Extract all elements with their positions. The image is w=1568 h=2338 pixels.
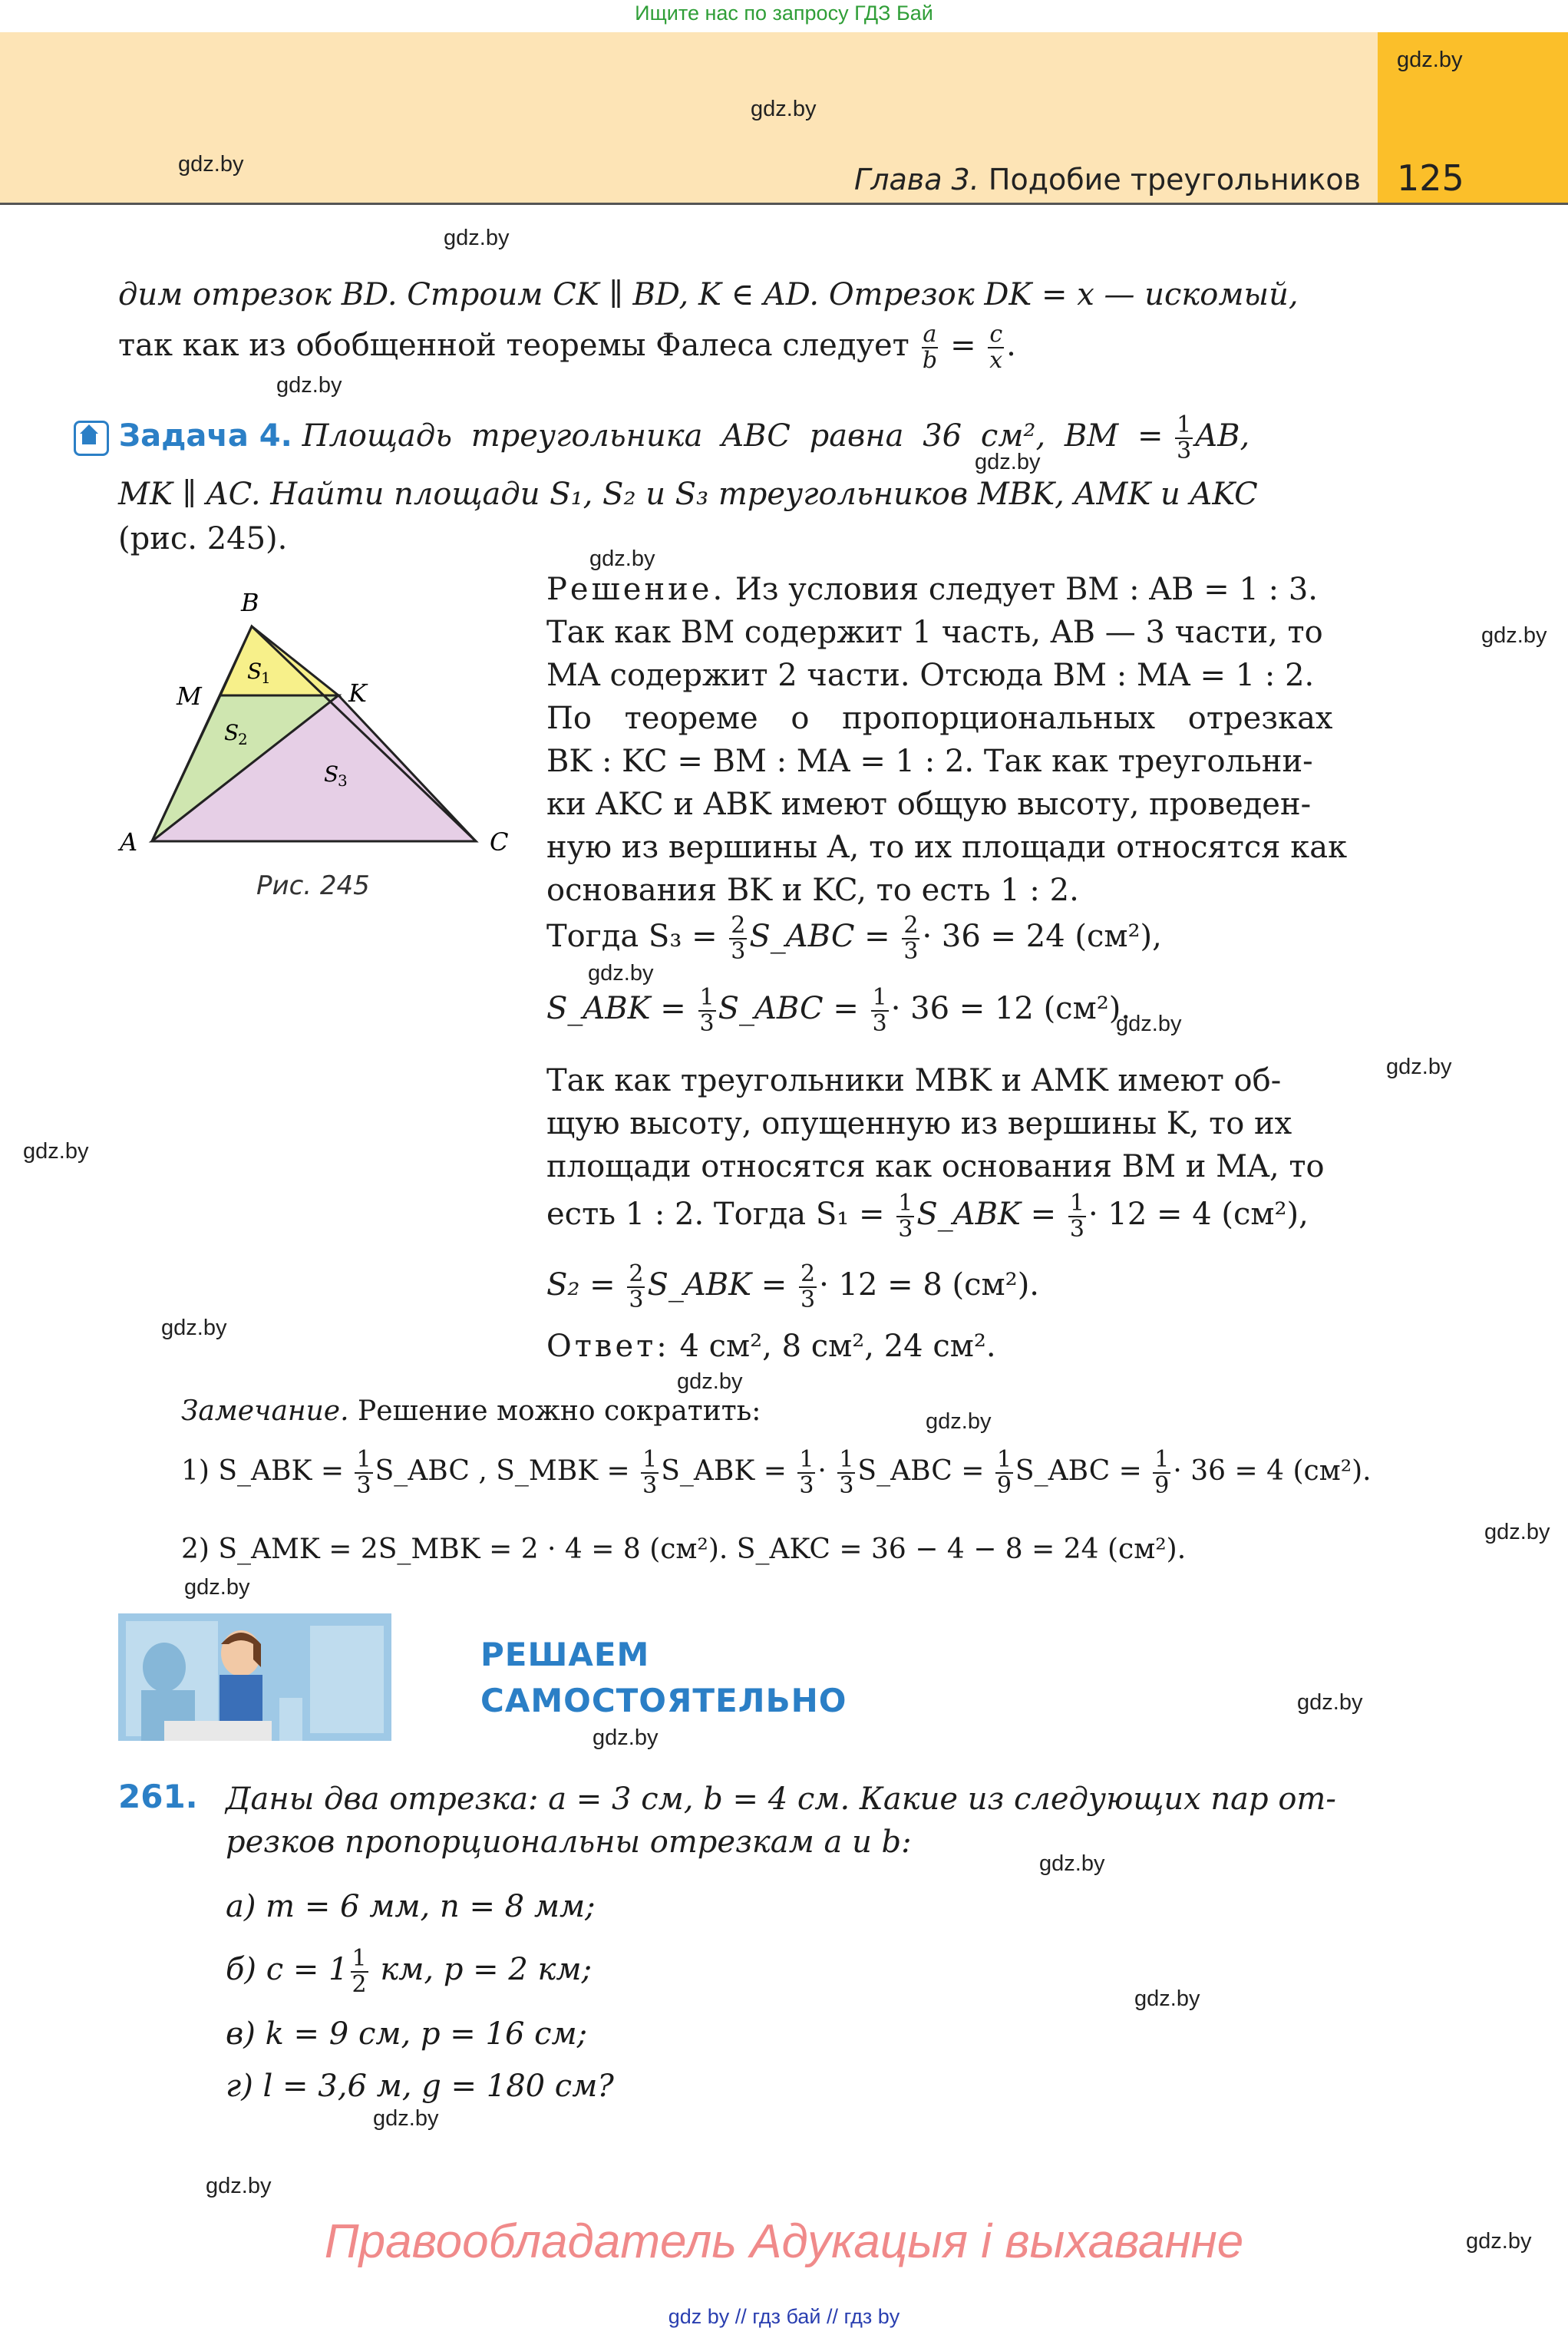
label-c: C (490, 827, 509, 857)
label-s1-sub: 1 (261, 669, 271, 687)
solution-line: Так как BM содержит 1 часть, AB — 3 части, то (546, 615, 1323, 650)
intro-line-1: дим отрезок BD. Строим CK ∥ BD, K ∈ AD. Отрезок DK = x — искомый, (118, 277, 1299, 312)
solution-paragraph-2: Так как треугольники MBK и AMK имеют об- щую высоту, опущенную из вершины K, то их площади относятся как основания BM и MA, то (546, 1063, 1325, 1184)
watermark: gdz.by (1386, 1055, 1452, 1079)
remark-heading: Замечание. Решение можно сократить: (181, 1395, 761, 1427)
watermark: gdz.by (206, 2174, 272, 2198)
header-divider (0, 203, 1568, 205)
fraction: $\frac{1}{3}$ (1177, 411, 1192, 464)
label-a: A (120, 827, 138, 857)
remark-line-1: 1) S_ABK = $\frac{1}{3}$ S_ABC , S_MBK = $\frac{1}{3}$ S_ABK = $\frac{1}{3}$ · $\frac{1}{3}$ S_ABC = $\frac{1}{9}$ S_ABC = $\frac{1}{9}$ · 36 = 4 (см²). (181, 1446, 1372, 1499)
watermark: gdz.by (184, 1575, 250, 1600)
label-b: B (241, 588, 259, 617)
solution-line: ную из вершины A, то их площади относятся как (546, 830, 1348, 865)
watermark: gdz.by (1116, 1012, 1182, 1036)
watermark: gdz.by (751, 97, 817, 121)
watermark: gdz.by (1484, 1520, 1550, 1544)
fraction: $\frac{c}{x}$ (989, 321, 1003, 374)
solution-then-2: S_ABK = $\frac{1}{3}$ S_ABC = $\frac{1}{3}$ · 36 = 12 (см²). (546, 984, 1131, 1037)
watermark: gdz.by (1397, 48, 1463, 72)
watermark: gdz.by (1466, 2229, 1532, 2254)
task-4-line-3: (рис. 245). (118, 521, 288, 556)
watermark: gdz.by (589, 547, 655, 571)
watermark: gdz.by (1297, 1690, 1363, 1715)
watermark: gdz.by (975, 450, 1041, 474)
exercise-item-a: а) m = 6 мм, n = 8 мм; (226, 1889, 596, 1924)
watermark: gdz.by (593, 1725, 659, 1750)
label-m: M (177, 682, 202, 711)
solution-s2: S₂ = $\frac{2}{3}$ S_ABK = $\frac{2}{3}$ · 12 = 8 (см²). (546, 1260, 1040, 1313)
fraction: $\frac{a}{b}$ (922, 321, 938, 374)
watermark: gdz.by (1134, 1986, 1200, 2011)
house-icon (74, 421, 109, 456)
copyright-notice: Правообладатель Адукацыя і выхаванне (324, 2215, 1244, 2268)
student-illustration (118, 1613, 391, 1741)
task-4-line-2: MK ∥ AC. Найти площади S₁, S₂ и S₃ треугольников MBK, AMK и AKC (118, 477, 1258, 512)
watermark: gdz.by (161, 1316, 227, 1340)
solution-line: основания BK и KC, то есть 1 : 2. (546, 873, 1079, 908)
section-title: РЕШАЕМ САМОСТОЯТЕЛЬНО (480, 1636, 847, 1719)
watermark: gdz.by (1039, 1851, 1105, 1876)
exercise-item-b: б) c = 1 $\frac{1}{2}$ км, p = 2 км; (226, 1945, 593, 1998)
remark-line-2: 2) S_AMK = 2S_MBK = 2 · 4 = 8 (см²). S_AKC = 36 − 4 − 8 = 24 (см²). (181, 1534, 1187, 1565)
label-s2: S (224, 720, 239, 745)
solution-line: По теореме о пропорциональных отрезках (546, 701, 1333, 736)
watermark: gdz.by (276, 373, 342, 398)
figure-caption: Рис. 245 (256, 870, 370, 901)
chapter-title: Глава 3. Подобие треугольников (854, 163, 1361, 196)
page-number: 125 (1397, 157, 1464, 199)
task-label: Задача 4. (118, 418, 292, 454)
solution-s1: есть 1 : 2. Тогда S₁ = $\frac{1}{3}$ S_ABK = $\frac{1}{3}$ · 12 = 4 (см²), (546, 1190, 1309, 1243)
watermark: gdz.by (926, 1409, 992, 1434)
watermark: gdz.by (588, 961, 654, 986)
exercise-text: Даны два отрезка: a = 3 см, b = 4 см. Какие из следующих пар от- резков пропорциональны отрезкам a и b: (226, 1782, 1336, 1860)
label-s3-sub: 3 (338, 771, 348, 790)
exercise-item-d: г) l = 3,6 м, g = 180 см? (226, 2069, 614, 2104)
exercise-number: 261. (118, 1778, 198, 1815)
region-s1 (220, 626, 338, 695)
footer-links[interactable]: gdz by // гдз бай // гдз by (668, 2305, 900, 2328)
solution-answer: Ответ: 4 см², 8 см², 24 см². (546, 1329, 996, 1364)
watermark: gdz.by (178, 152, 244, 177)
task-4-line-1: Задача 4. Площадь треугольника ABC равна 36 см², BM = $\frac{1}{3}$ AB, (74, 413, 1378, 464)
watermark: gdz.by (444, 226, 510, 250)
solution-block (546, 568, 1377, 912)
top-search-banner[interactable]: Ищите нас по запросу ГДЗ Бай (635, 2, 933, 25)
exercise-item-c: в) k = 9 см, p = 16 см; (226, 2016, 588, 2052)
watermark: gdz.by (1481, 623, 1547, 648)
solution-then-1: Тогда S₃ = $\frac{2}{3}$ S_ABC = $\frac{2}{3}$ · 36 = 24 (см²), (546, 912, 1162, 965)
label-s1: S (247, 659, 262, 684)
solution-line: Решение. Из условия следует BM : AB = 1 : 3. (546, 572, 1319, 607)
label-s2-sub: 2 (238, 730, 248, 748)
solution-line: ки AKC и ABK имеют общую высоту, проведен- (546, 787, 1312, 822)
figure-245 (115, 580, 530, 903)
solution-line: BK : KC = BM : MA = 1 : 2. Так как треугольни- (546, 744, 1313, 779)
intro-line-2: так как из обобщенной теоремы Фалеса следует $\frac{a}{b}$ = $\frac{c}{x}$ . (118, 321, 1016, 374)
label-s3: S (324, 761, 339, 787)
watermark: gdz.by (373, 2106, 439, 2131)
solution-line: MA содержит 2 части. Отсюда BM : MA = 1 : 2. (546, 658, 1315, 693)
label-k: K (348, 679, 367, 708)
watermark: gdz.by (23, 1139, 89, 1164)
watermark: gdz.by (677, 1369, 743, 1394)
